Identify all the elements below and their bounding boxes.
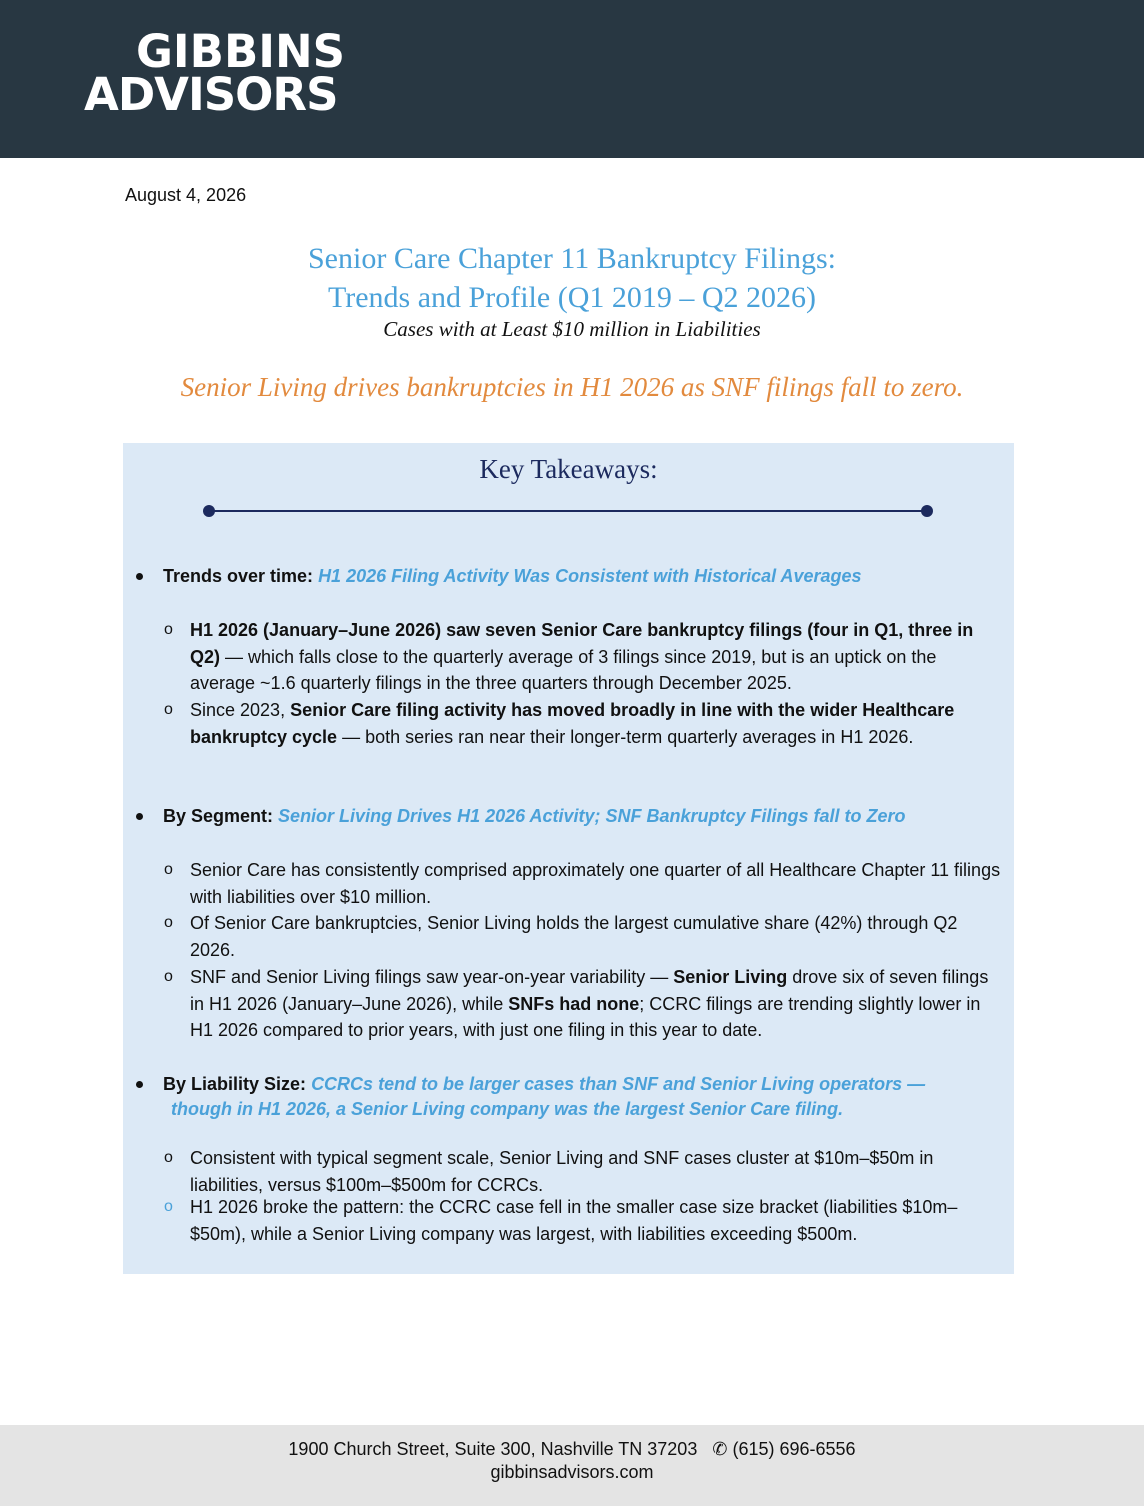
bullet-trends-accent: H1 2026 Filing Activity Was Consistent with Historical Averages [318,566,862,586]
trends-sub-1-rest: — which falls close to the quarterly average of 3 filings since 2019, but is an uptick on the average ~1.6 quarterly filings in the three quarters through December 2025. [190,646,937,693]
headline: Senior Living drives bankruptcies in H1 2026 as SNF filings fall to zero. [180,372,964,402]
logo-line-2: ADVISORS [84,68,338,121]
sub-bullet-circle: o [164,968,173,985]
bullet-dot [136,1081,143,1088]
footer-phone[interactable]: (615) 696-6556 [732,1439,856,1459]
heading-divider [203,504,933,518]
segment-sub-3-a: SNF and Senior Living filings saw year-on-year variability — [190,967,674,987]
bullet-segment-label: By Segment: [163,806,274,826]
company-logo [84,25,346,121]
bullet-dot [136,573,143,580]
segment-sub-3-text [190,964,1004,1044]
footer-address: 1900 Church Street, Suite 300, Nashville TN 37203 [288,1439,698,1459]
segment-sub-1-text: Senior Care has consistently comprised approximately one quarter of all Healthcare Chapter 11 filings with liabilities over $10 million. [190,860,1001,907]
bullet-liability-accent-2: though in H1 2026, a Senior Living company was the largest Senior Care filing. [171,1099,844,1119]
liability-sub-1 [164,1145,1004,1198]
liability-sub-2-text: H1 2026 broke the pattern: the CCRC case fell in the smaller case size bracket (liabilities $10m–$50m), while a Senior Living company was largest, with liabilities exceeding $500m. [190,1197,958,1244]
segment-sub-3-b: Senior Living [673,967,788,987]
footer-contact-line [0,1439,1144,1460]
bullet-liability-text [163,1071,925,1097]
page-subtitle: Cases with at Least $10 million in Liabilities [383,317,761,341]
bullet-segment-accent: Senior Living Drives H1 2026 Activity; SNF Bankruptcy Filings fall to Zero [278,806,906,826]
page-header [0,0,1144,158]
segment-sub-2 [164,910,1004,963]
divider-dot-left [203,505,215,517]
trends-sub-2-pre: Since 2023, [190,700,291,720]
key-takeaways-heading: Key Takeaways: [479,454,658,484]
divider-line [209,510,927,512]
page-title-line-1: Senior Care Chapter 11 Bankruptcy Filings: [308,242,836,275]
sub-bullet-circle: o [164,914,173,931]
trends-sub-1-text [190,617,1004,697]
segment-sub-3 [164,964,1004,1044]
bullet-segment-text [163,803,906,829]
sub-bullet-circle: o [164,1149,173,1166]
sub-bullet-circle: o [164,701,173,718]
trends-sub-2 [164,697,1004,750]
trends-sub-2-text [190,697,1004,750]
liability-sub-2 [164,1194,1004,1247]
page-title-line-2: Trends and Profile (Q1 2019 – Q2 2026) [327,281,817,314]
bullet-trends-label: Trends over time: [163,566,314,586]
liability-sub-1-text: Consistent with typical segment scale, Senior Living and SNF cases cluster at $10m–$50m in liabilities, versus $100m–$500m for CCRCs. [190,1148,934,1195]
bullet-liability-accent-1: CCRCs tend to be larger cases than SNF and Senior Living operators — [311,1074,926,1094]
sub-bullet-circle: o [164,861,173,878]
segment-sub-3-e: ; CCRC filings are trending slightly lower in H1 2026 compared to prior years, with just one filing in this year to date. [190,993,981,1040]
segment-sub-1 [164,857,1004,910]
trends-sub-1-bold: H1 2026 (January–June 2026) saw seven Senior Care bankruptcy filings (four in Q1, three in Q2) [190,620,974,667]
phone-icon: ✆ [712,1439,728,1459]
trends-sub-2-rest: — both series ran near their longer-term quarterly averages in H1 2026. [337,726,914,747]
footer-website[interactable]: gibbinsadvisors.com [490,1462,654,1482]
logo-line-1: GIBBINS [136,25,346,78]
page-footer [0,1425,1144,1506]
divider-dot-right [921,505,933,517]
segment-sub-3-d: SNFs had none [508,993,640,1014]
bullet-trends-text [163,563,862,589]
document-date: August 4, 2026 [125,185,247,205]
trends-sub-1 [164,617,1004,697]
bullet-liability-label: By Liability Size: [163,1074,307,1094]
segment-sub-3-c: drove six of seven filings in H1 2026 (January–June 2026), while [190,967,989,1014]
sub-bullet-circle: o [164,621,173,638]
sub-bullet-circle: o [164,1198,173,1215]
segment-sub-2-text: Of Senior Care bankruptcies, Senior Living holds the largest cumulative share (42%) through Q2 2026. [190,913,958,960]
bullet-dot [136,813,143,820]
trends-sub-2-bold: Senior Care filing activity has moved broadly in line with the wider Healthcare bankruptcy cycle [190,700,955,747]
key-takeaways-box [123,443,1014,1274]
